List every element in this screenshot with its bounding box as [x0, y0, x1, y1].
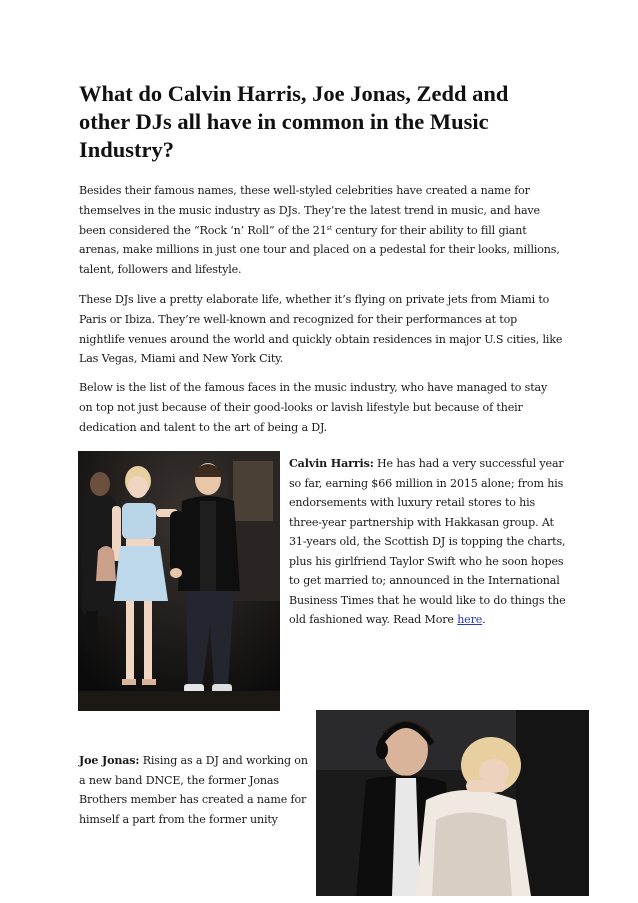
list-intro-paragraph: Below is the list of the famous faces in the music industry, who have managed to stay on top not just because of their good-looks or lavish lifestyle but because of their dedication and talent to the art of being a DJ.	[79, 381, 548, 434]
calvin-harris-name: Calvin Harris:	[289, 457, 374, 470]
joe-jonas-name: Joe Jonas:	[79, 754, 140, 767]
joe-jonas-entry	[79, 751, 311, 829]
article-title: What do Calvin Harris, Joe Jonas, Zedd and other DJs all have in common in the Music Industry?	[79, 81, 509, 162]
read-more-link[interactable]: here	[457, 613, 483, 626]
joe-jonas-text: Rising as a DJ and working on a new band DNCE, the former Jonas Brothers member has created a name for himself a part from the former unity	[79, 754, 308, 826]
lifestyle-paragraph: These DJs live a pretty elaborate life, whether it’s flying on private jets from Miami to Paris or Ibiza. They’re well-known and recognized for their performances at top nightlife venues around the world and quickly obtain residences in major U.S cities, like Las Vegas, Miami and New York City.	[79, 293, 563, 366]
intro-paragraph	[79, 181, 563, 280]
calvin-harris-entry	[289, 454, 567, 630]
calvin-harris-photo	[78, 451, 280, 711]
intro-text-start: Besides their famous names, these well-styled celebrities have created a name for themselves in the music industry as DJs. They’re the latest trend in music, and have been considered the “Rock ‘n’ Roll” of the 21	[79, 184, 540, 237]
intro-text-end: century for their ability to fill giant arenas, make millions in just one tour and placed on a pedestal for their looks, millions, talent, followers and lifestyle.	[79, 223, 560, 277]
calvin-end-punct: .	[482, 613, 486, 626]
ordinal-suffix: st	[326, 224, 332, 232]
joe-jonas-photo	[316, 710, 589, 896]
calvin-harris-text: He has had a very successful year so far, earning $66 million in 2015 alone; from his endorsements with luxury retail stores to his three-year partnership with Hakkasan group. At 31-years old, the Scottish DJ is topping the charts, plus his girlfriend Taylor Swift who he soon hopes to get married to; announced in the International Business Times that he would like to do things the old fashioned way. Read More	[289, 457, 566, 626]
